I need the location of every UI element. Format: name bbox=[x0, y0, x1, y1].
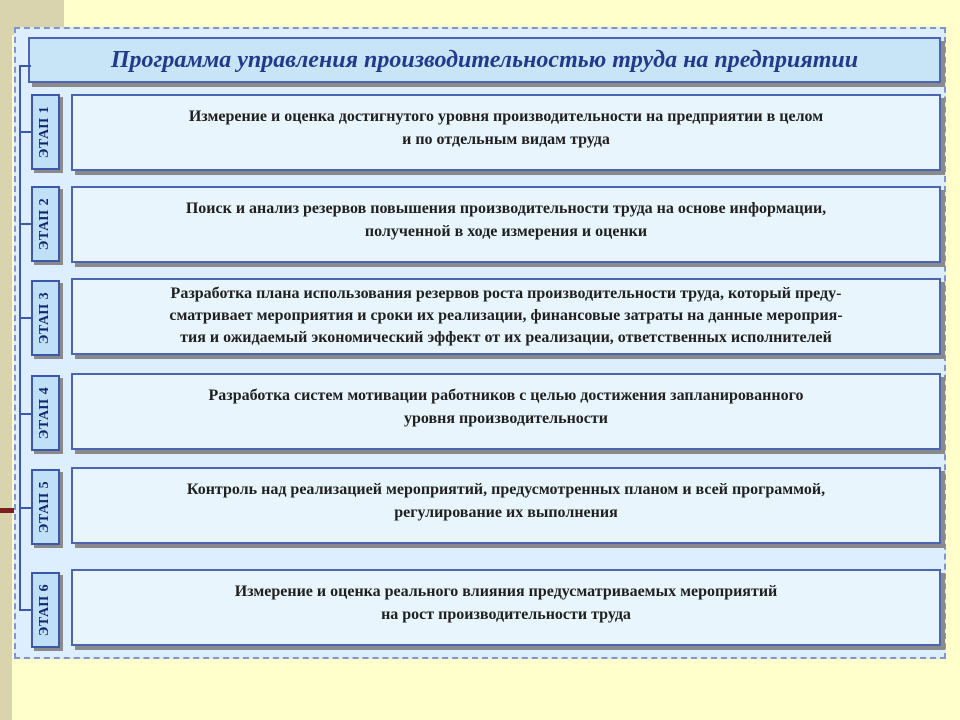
stage-label: ЭТАП 2 bbox=[37, 197, 53, 251]
connector-tick bbox=[19, 131, 31, 133]
stage-tab-6 bbox=[31, 572, 60, 648]
stage-box-1 bbox=[71, 94, 941, 171]
connector-spine bbox=[19, 65, 31, 611]
stage-text: Измерение и оценка реального влияния предусматриваемых мероприятий на рост производительности труда bbox=[234, 583, 778, 623]
stage-text: Контроль над реализацией мероприятий, предусмотренных планом и всей программой, регулирование их выполнения bbox=[186, 481, 826, 521]
connector-tick bbox=[19, 413, 31, 415]
stage-text: Разработка систем мотивации работников с целью достижения запланированного уровня производительности bbox=[208, 387, 804, 427]
stage-label: ЭТАП 3 bbox=[37, 291, 53, 345]
stage-text: Измерение и оценка достигнутого уровня производительности на предприятии в целом и по отдельным видам труда bbox=[188, 108, 824, 148]
stage-tab-3 bbox=[31, 280, 60, 356]
stage-label: ЭТАП 6 bbox=[37, 583, 53, 637]
diagram-title: Программа управления производительностью труда на предприятии bbox=[110, 46, 859, 73]
stage-box-5 bbox=[71, 467, 941, 544]
connector-tick bbox=[19, 507, 31, 509]
stage-tab-1 bbox=[31, 94, 60, 170]
stage-box-6 bbox=[71, 569, 941, 646]
stage-tab-2 bbox=[31, 186, 60, 262]
stage-tab-4 bbox=[31, 375, 60, 451]
stage-box-4 bbox=[71, 373, 941, 450]
stage-label: ЭТАП 1 bbox=[37, 105, 53, 159]
connector-tick bbox=[19, 317, 31, 319]
connector-tick bbox=[19, 223, 31, 225]
stage-label: ЭТАП 4 bbox=[37, 386, 53, 440]
stage-text: Разработка плана использования резервов роста производительности труда, который преду- сматривает мероприятия и сроки их реализации, финансовые затраты на данные мероприя- тия и ожидаемый экономический эффект от их реализации, ответственных исполнителей bbox=[169, 285, 843, 346]
stage-label: ЭТАП 5 bbox=[37, 480, 53, 534]
stage-tab-5 bbox=[31, 469, 60, 545]
stage-box-2 bbox=[71, 186, 941, 263]
stage-text: Поиск и анализ резервов повышения производительности труда на основе информации, полученной в ходе измерения и оценки bbox=[185, 200, 827, 240]
slide-left-strip bbox=[0, 0, 12, 720]
slide-decor-mark bbox=[0, 508, 14, 513]
stage-box-3 bbox=[71, 278, 941, 355]
title-box bbox=[28, 37, 941, 83]
